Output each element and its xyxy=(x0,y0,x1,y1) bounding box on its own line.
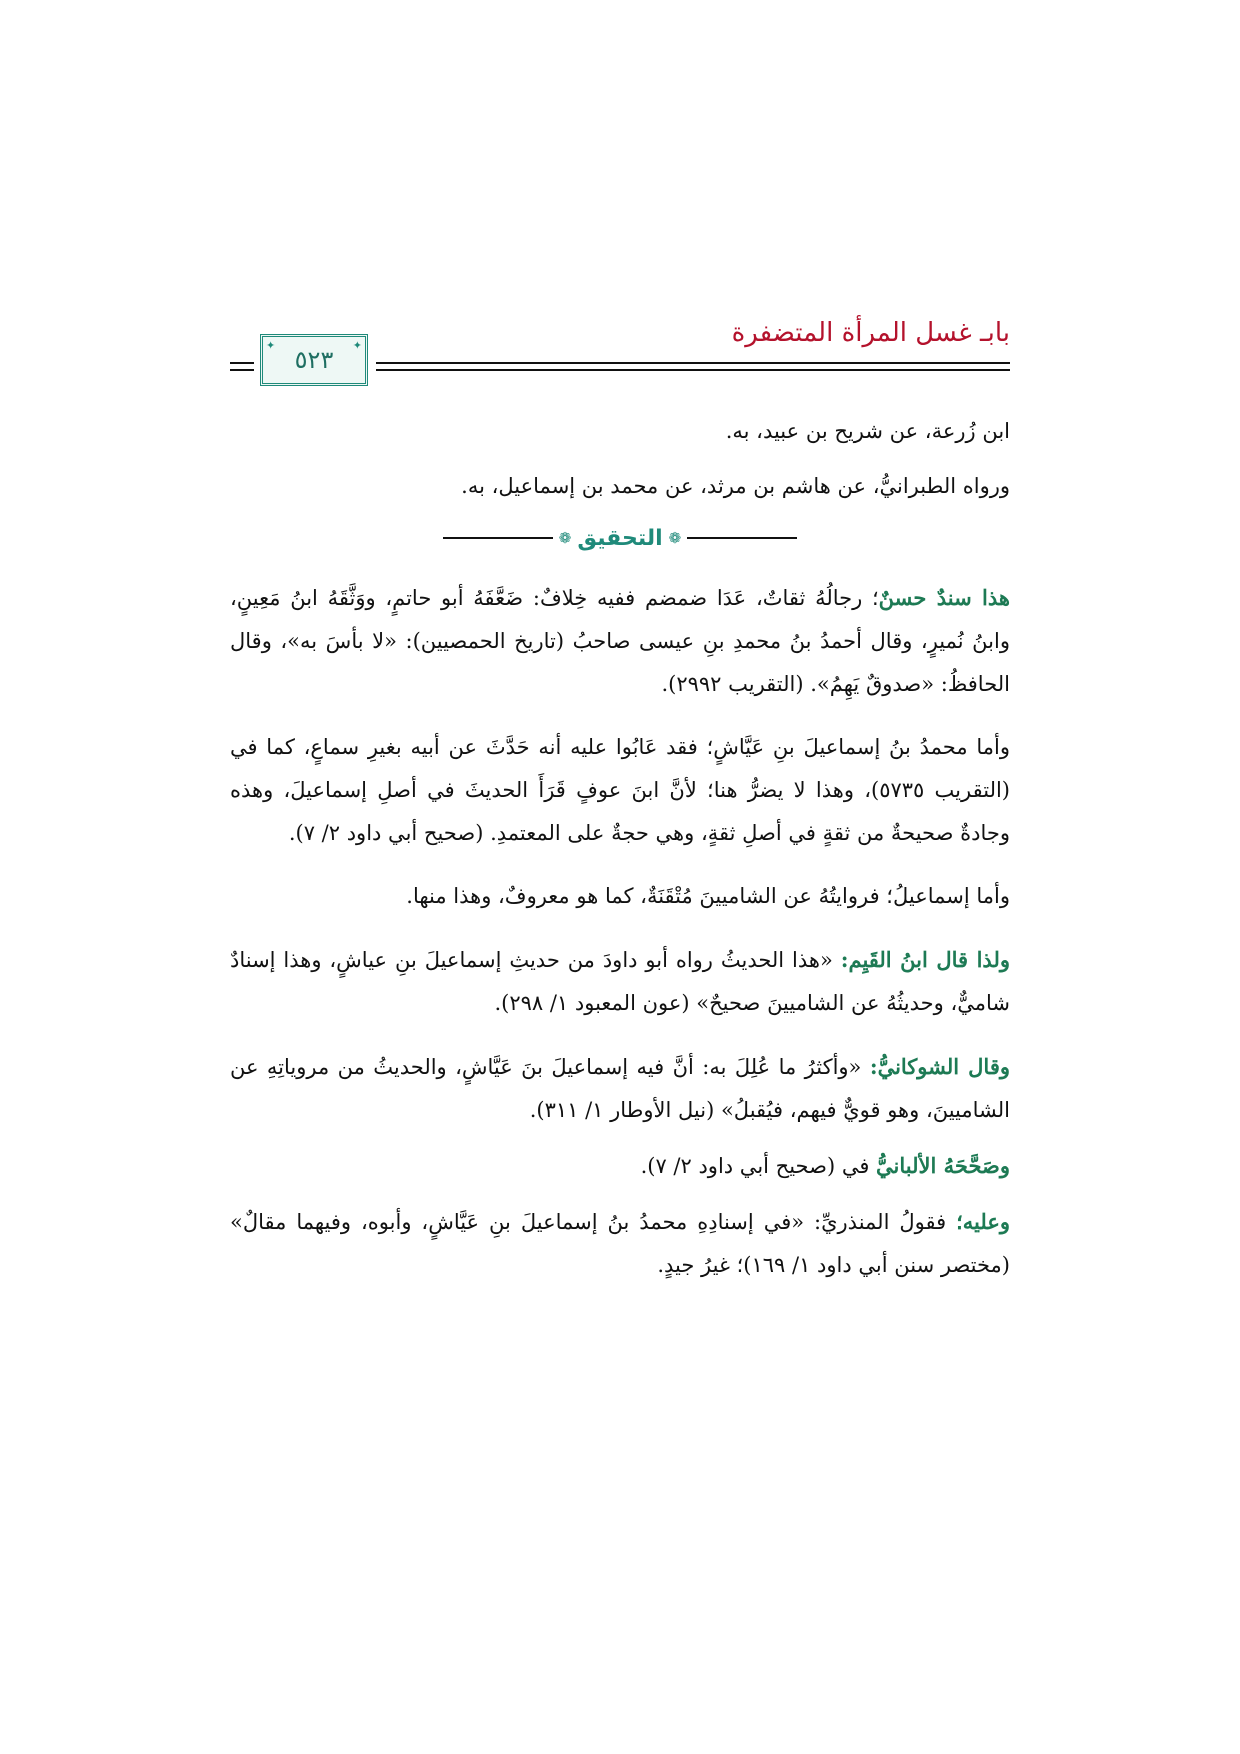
page-body xyxy=(230,410,1010,1307)
paragraph-text: «هذا الحديثُ رواه أبو داودَ من حديثِ إسماعيلَ بنِ عياشٍ، وهذا إسنادٌ شاميٌّ، وحديثُهُ عن الشاميينَ صحيحٌ» (عون المعبود ١/ ٢٩٨). xyxy=(230,948,1010,1015)
flourish-icon: ❁ xyxy=(558,528,572,547)
paragraph-lead: ولذا قال ابنُ القَيِم: xyxy=(840,947,1010,972)
header-rule xyxy=(376,369,1010,371)
paragraph xyxy=(230,1144,1010,1188)
paragraph: ابن زُرعة، عن شريح بن عبيد، به. xyxy=(725,419,1010,443)
section-title: التحقيق xyxy=(577,525,663,551)
divider-line xyxy=(443,537,553,539)
paragraph: وأما محمدُ بنُ إسماعيلَ بنِ عَيَّاشٍ؛ فقد عَابُوا عليه أنه حَدَّثَ عن أبيه بغيرِ سماعٍ، كما في (التقريب ٥٧٣٥)، وهذا لا يضرُّ هنا؛ لأنَّ ابنَ عوفٍ قَرَأَ الحديثَ في أصلِ إسماعيلَ، وهذه وجادةٌ صحيحةٌ من ثقةٍ في أصلِ ثقةٍ، وهي حجةٌ على المعتمدِ. (صحيح أبي داود ٢/ ٧). xyxy=(230,735,1010,845)
paragraph-text: فقولُ المنذريِّ: «في إسنادِهِ محمدُ بنُ إسماعيلَ بنِ عَيَّاشٍ، وأبوه، وفيهما مقالٌ» (مختصر سنن أبي داود ١/ ١٦٩)؛ غيرُ جيدٍ. xyxy=(230,1210,1010,1277)
page-number-badge xyxy=(260,334,368,386)
paragraph-text: في (صحيح أبي داود ٢/ ٧). xyxy=(640,1154,877,1178)
chapter-title: بابـ غسل المرأة المتضفرة xyxy=(731,318,1010,348)
paragraph-lead: وصَحَّحَهُ الألبانيُّ xyxy=(876,1153,1010,1178)
paragraph xyxy=(230,576,1010,706)
paragraph xyxy=(230,1200,1010,1287)
header-rule-left xyxy=(230,369,254,371)
page-header xyxy=(230,318,1010,388)
paragraph xyxy=(230,1045,1010,1132)
paragraph: وأما إسماعيلُ؛ فروايتُهُ عن الشاميينَ مُتْقَنَةٌ، كما هو معروفٌ، وهذا منها. xyxy=(406,884,1010,908)
paragraph-text: «وأكثرُ ما عُلِلَ به: أنَّ فيه إسماعيلَ بنَ عَيَّاشٍ، والحديثُ من مروياتِهِ عن الشاميينَ، وهو قويٌّ فيهم، فيُقبلُ» (نيل الأوطار ١/ ٣١١). xyxy=(230,1055,1010,1122)
section-divider xyxy=(230,520,1010,556)
paragraph-lead: هذا سندٌ حسنٌ xyxy=(878,585,1010,610)
header-rule xyxy=(376,362,1010,364)
paragraph: ورواه الطبرانيُّ، عن هاشم بن مرثد، عن محمد بن إسماعيل، به. xyxy=(461,474,1010,498)
page-number: ✦ ٥٢٣ xyxy=(294,346,334,374)
flourish-icon: ❁ xyxy=(668,528,682,547)
header-rule-left xyxy=(230,362,254,364)
paragraph-lead: وعليه؛ xyxy=(956,1209,1010,1234)
paragraph xyxy=(230,938,1010,1025)
paragraph-text: ؛ رجالُهُ ثقاتٌ، عَدَا ضمضم ففيه خِلافٌ: ضَعَّفَهُ أبو حاتمٍ، ووَثَّقَهُ ابنُ مَعِينٍ، وابنُ نُميرٍ، وقال أحمدُ بنُ محمدِ بنِ عيسى صاحبُ (تاريخ الحمصيين): «لا بأسَ به»، وقال الحافظُ: «صدوقٌ يَهِمُ». (التقريب ٢٩٩٢). xyxy=(230,586,1010,696)
divider-line xyxy=(687,537,797,539)
paragraph-lead: وقال الشوكانيُّ: xyxy=(869,1054,1010,1079)
